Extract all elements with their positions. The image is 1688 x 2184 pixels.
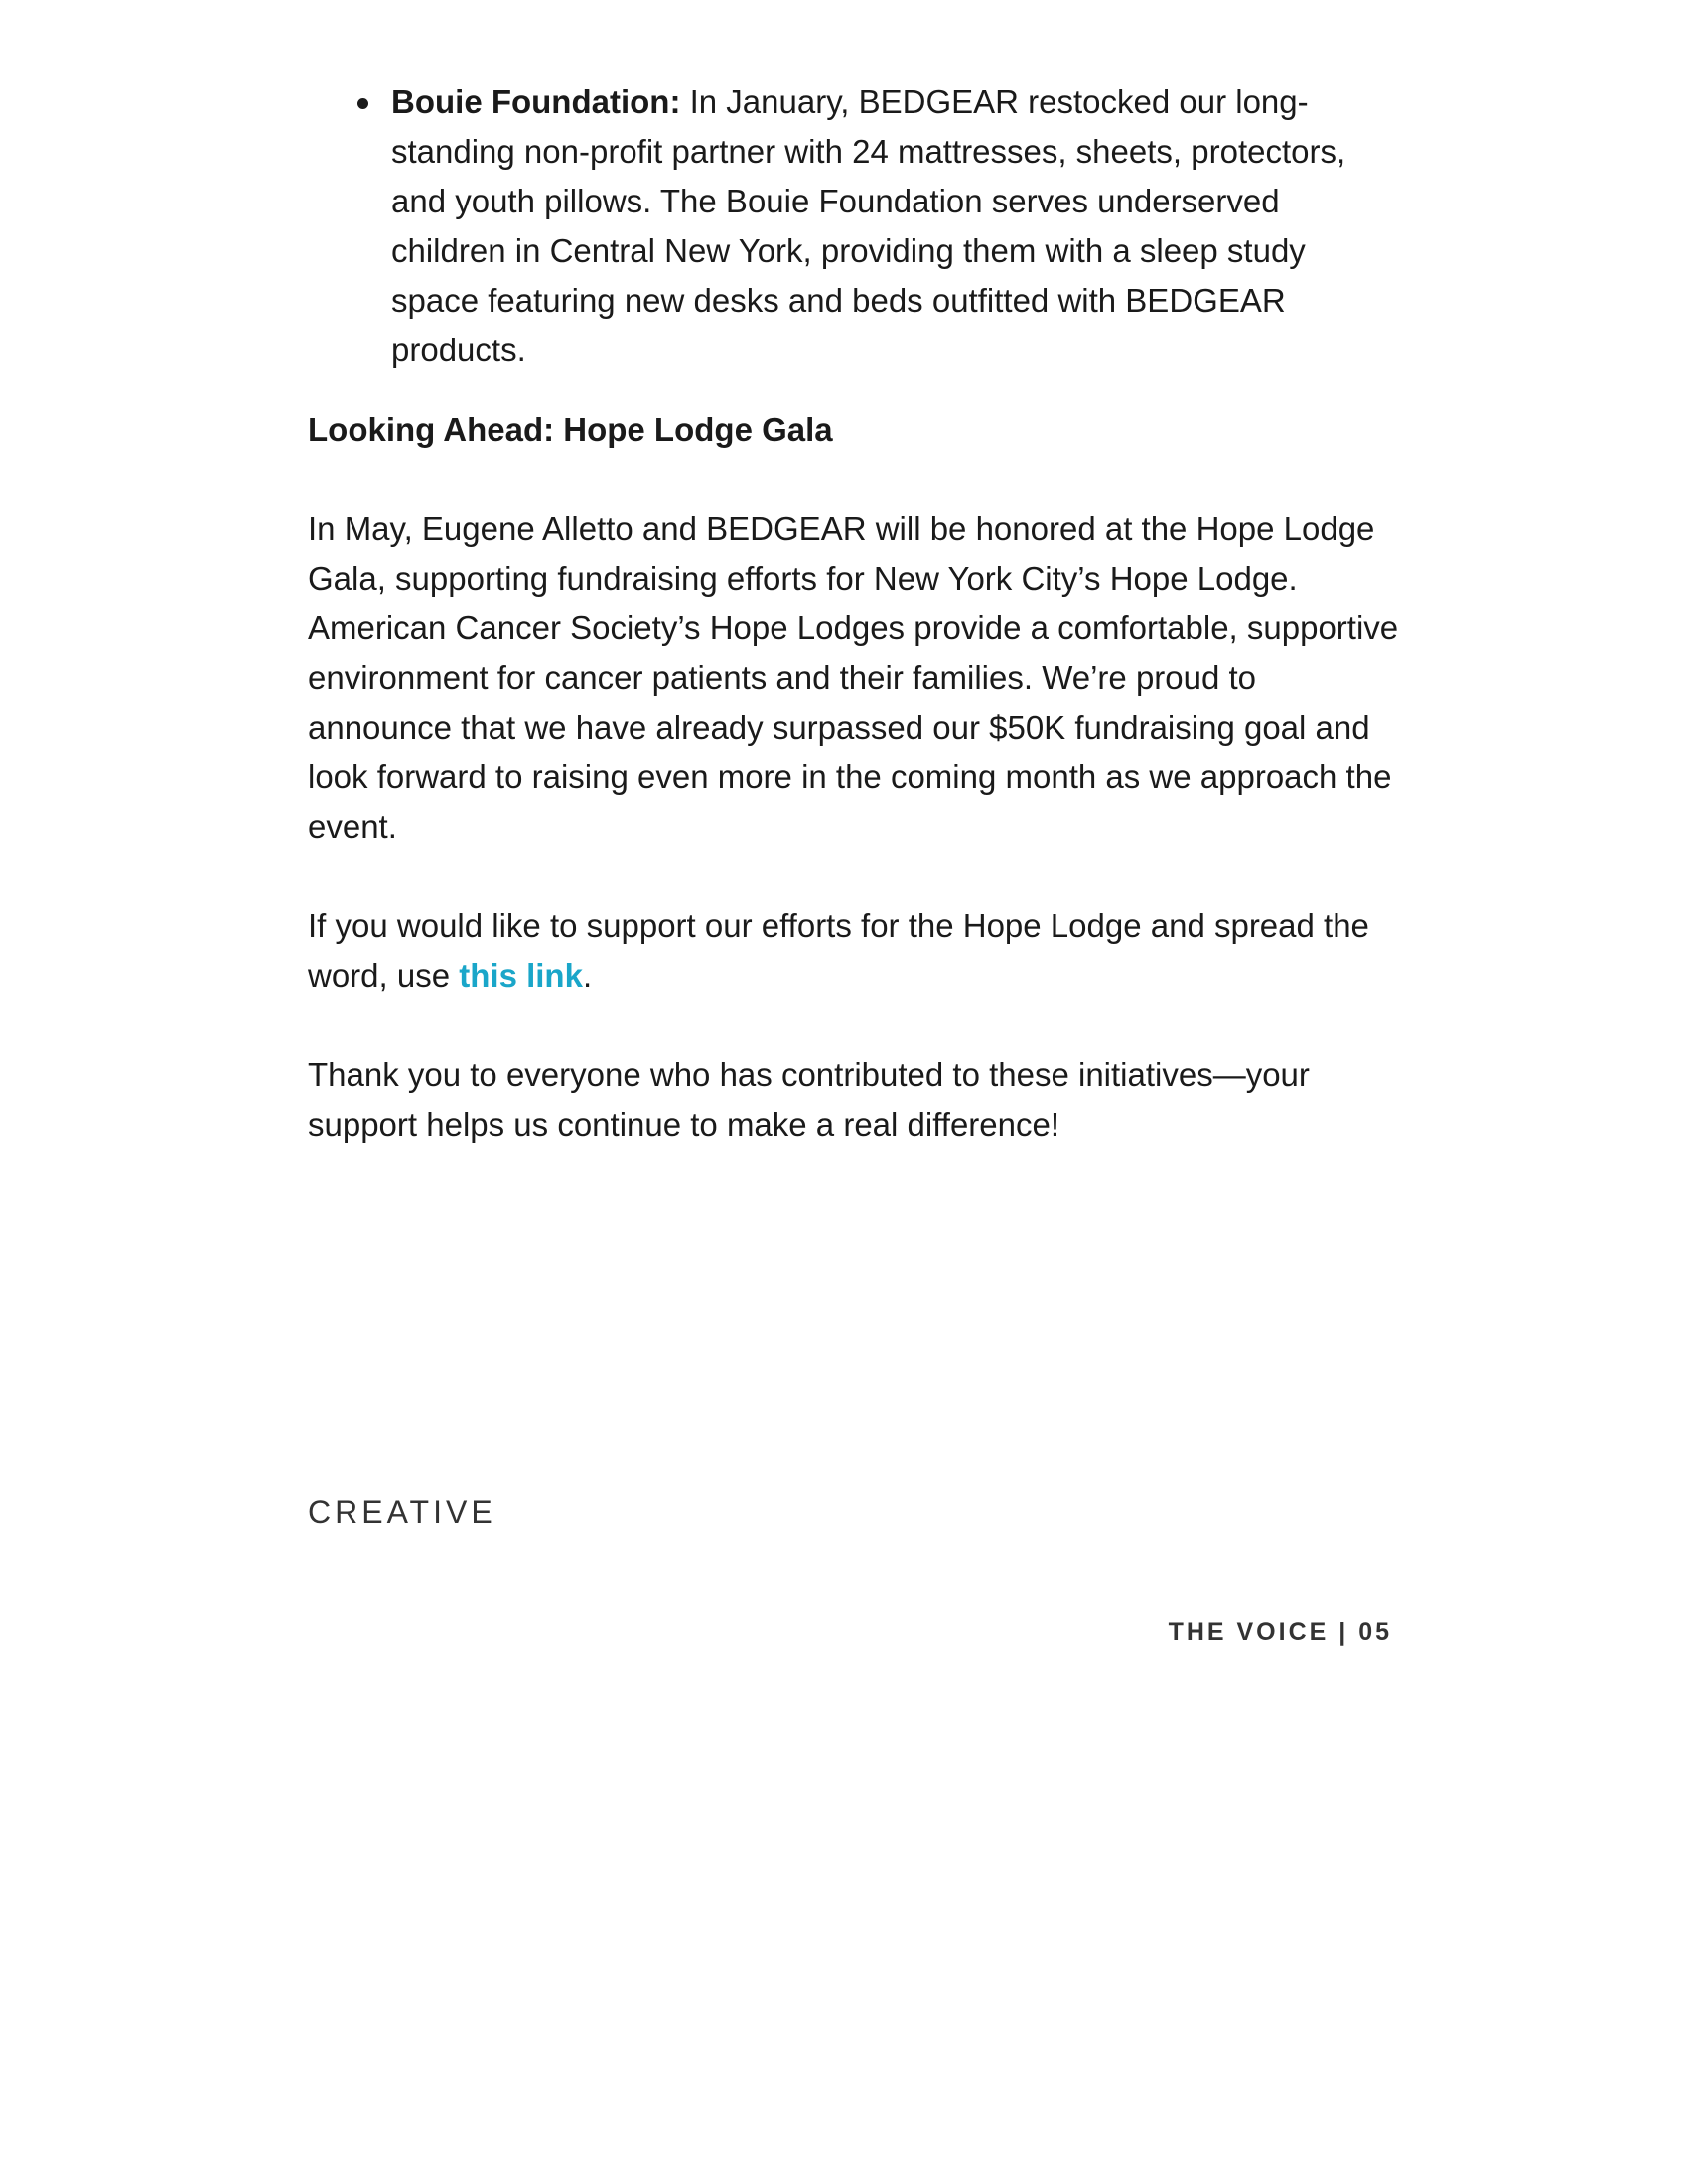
bullet-list: [308, 77, 1400, 375]
bullet-icon: [357, 98, 368, 109]
support-text-end: .: [582, 957, 593, 994]
paragraph-support: [308, 901, 1400, 1001]
section-heading: Looking Ahead: Hope Lodge Gala: [308, 411, 833, 448]
paragraph-gala: In May, Eugene Alletto and BEDGEAR will be honored at the Hope Lodge Gala, supporting fundraising efforts for New York City’s Hope Lodge. American Cancer Society’s Hope Lodges provide a comfortable, supportive environment for cancer patients and their families. We’re proud to announce that we have already surpassed our $50K fundraising goal and look forward to raising even more in the coming month as we approach the event.: [308, 510, 1399, 845]
bullet-text: In January, BEDGEAR restocked our long-standing non-profit partner with 24 mattresses, sheets, protectors, and youth pillows. The Bouie Foundation serves underserved children in Central New York, providing them with a sleep study space featuring new desks and beds outfitted with BEDGEAR products.: [391, 83, 1346, 368]
list-item: [308, 77, 1400, 375]
support-link[interactable]: this link: [459, 957, 583, 994]
support-text: If you would like to support our efforts for the Hope Lodge and spread the word, use: [308, 907, 1369, 994]
page-footer: THE VOICE | 05: [1168, 1618, 1392, 1646]
bullet-lead: Bouie Foundation:: [391, 83, 681, 120]
paragraph-thanks: Thank you to everyone who has contributed to these initiatives—your support helps us continue to make a real difference!: [308, 1056, 1310, 1143]
section-label: CREATIVE: [308, 1494, 496, 1530]
article-body: [308, 77, 1400, 1150]
